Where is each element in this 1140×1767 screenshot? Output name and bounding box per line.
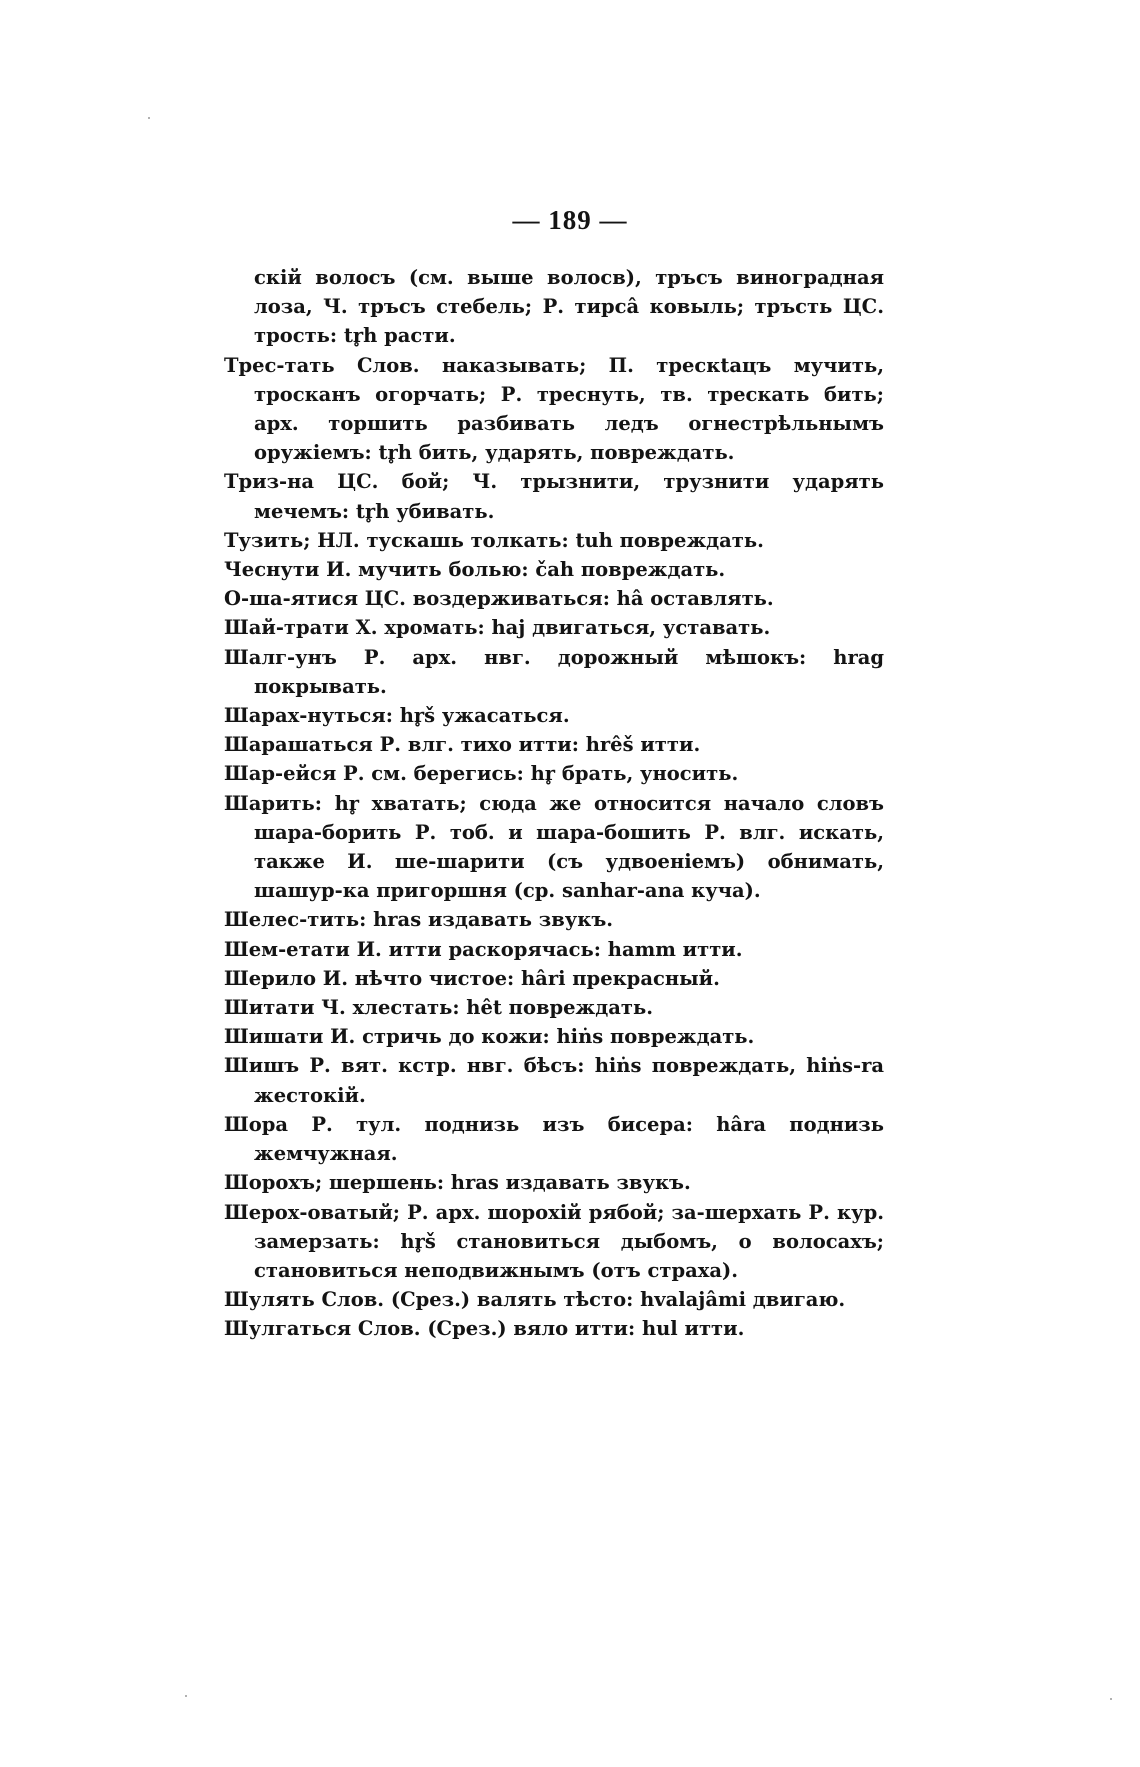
entry-shora: Шора Р. тул. поднизь изъ бисера: hâra поднизь жемчужная.	[224, 1112, 884, 1166]
entry-sharit: Шарить: hr̥ хватать; сюда же относится начало словъ шара-борить Р. тоб. и шара-бошить Р. влг. искать, также И. ше-шарити (съ удвоеніемъ) обнимать, шашур-ка пригоршня (ср. sanhar-ana куча).	[224, 791, 884, 903]
entry-shareisya: Шар-ейся Р. см. берегись: hr̥ брать, уносить.	[224, 762, 739, 786]
entry-sharashatsya: Шарашаться Р. влг. тихо итти: hrêš итти.	[224, 733, 701, 757]
entry-continuation: скій волосъ (см. выше волосв), тръсъ виноградная лоза, Ч. тръсъ стебель; Р. тирсâ ковыль; тръсть ЦС. трость: tr̥h расти.	[254, 266, 884, 348]
entry-o-shatisya: О-ша-ятися ЦС. воздерживаться: hâ оставлять.	[224, 587, 774, 611]
entry-shulyat: Шулять Слов. (Срез.) валять тѣсто: hvalajâmi двигаю.	[224, 1288, 846, 1312]
entry-shish: Шишъ Р. вят. кстр. нвг. бѣсъ: hiṅs повреждать, hiṅs-ra жестокій.	[224, 1054, 884, 1107]
entry-tuzit: Тузить; НЛ. тускашь толкать: tuh повреждать.	[224, 528, 764, 552]
entry-trizna: Триз-на ЦС. бой; Ч. трызнити, трузнити ударять мечемъ: tr̥h убивать.	[224, 470, 884, 523]
page-number: — 189 —	[512, 205, 628, 235]
entry-shaitrati: Шай-трати Х. хромать: haj двигаться, уставать.	[224, 616, 771, 640]
dictionary-entries	[224, 263, 884, 1344]
entry-chesnuti: Чеснути И. мучить болью: čah повреждать.	[224, 558, 726, 582]
entry-shorokh: Шорохъ; шершень: hras издавать звукъ.	[224, 1171, 691, 1195]
scan-speck	[148, 117, 150, 119]
entry-shitati: Шитати Ч. хлестать: hêt повреждать.	[224, 996, 653, 1020]
entry-shemetati: Шем-етати И. итти раскорячась: hamm итти.	[224, 937, 743, 961]
entry-shalgun: Шалг-унъ Р. арх. нвг. дорожный мѣшокъ: hrag покрывать.	[224, 645, 884, 698]
entry-shelestit: Шелес-тить: hras издавать звукъ.	[224, 908, 614, 932]
scan-speck	[185, 1695, 187, 1697]
entry-sherokhovaty: Шерох-оватый; Р. арх. шорохій рябой; за-шерхать Р. кур. замерзать: hr̥š становиться дыбомъ, о волосахъ; становиться неподвижнымъ (отъ страха).	[224, 1200, 884, 1282]
entry-treskat: Трес-тать Слов. наказывать; П. трескtацъ мучить, тросканъ огорчать; Р. треснуть, тв. трескать бить; арх. торшить разбивать ледъ огнестрѣльнымъ оружіемъ: tr̥h бить, ударять, повреждать.	[224, 353, 884, 465]
entry-shishati: Шишати И. стричь до кожи: hiṅs повреждать.	[224, 1025, 755, 1049]
entry-sherilo: Шерило И. нѣчто чистое: hâri прекрасный.	[224, 966, 720, 990]
scan-speck	[1110, 1698, 1112, 1700]
entry-shulgatsya: Шулгаться Слов. (Срез.) вяло итти: hul итти.	[224, 1317, 745, 1341]
entry-sharakhnutsya: Шарах-нуться: hr̥š ужасаться.	[224, 704, 570, 728]
